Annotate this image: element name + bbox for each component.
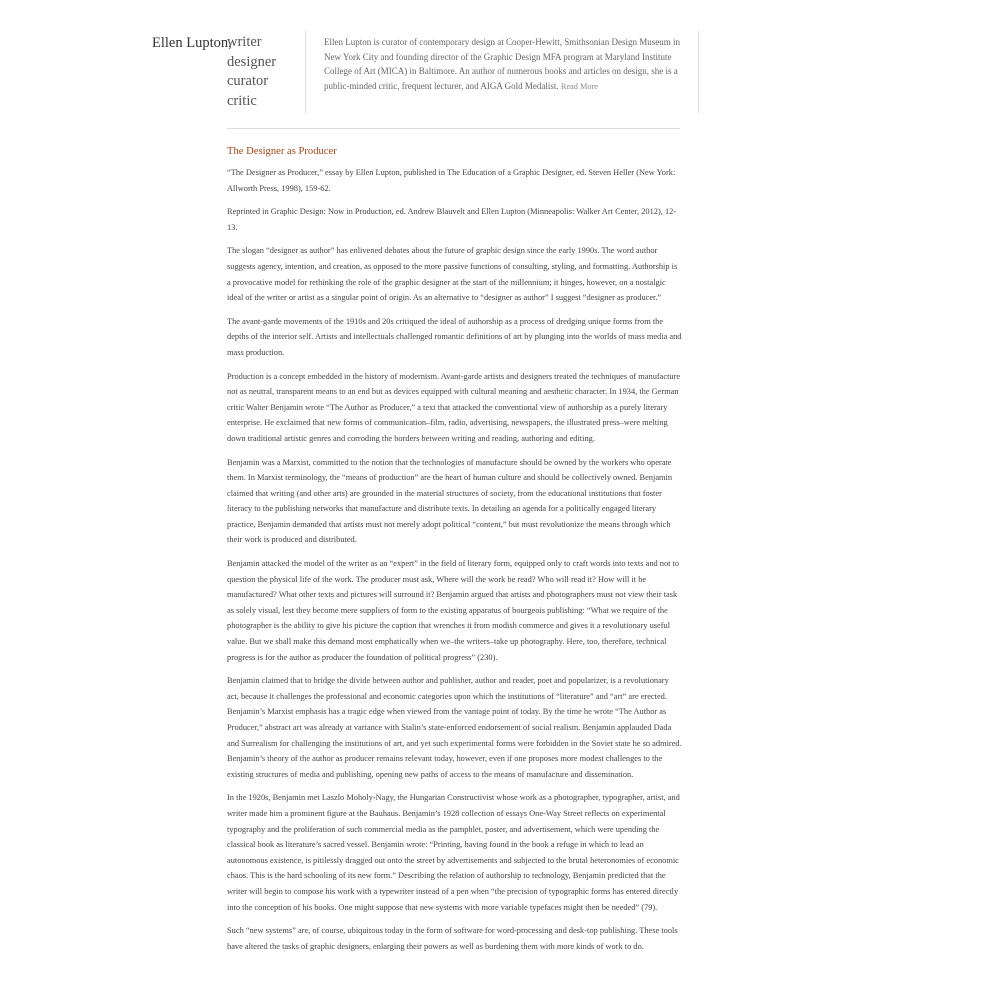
article-paragraph-10: Such “new systems” are, of course, ubiquitous today in the form of software for word-processing and desk-top publishing. These tools have altered the tasks of graphic designers, enlarging their powers as well as burdening them with more kinds of work to do. [227,926,678,951]
article-paragraph-6: Benjamin was a Marxist, committed to the notion that the technologies of manufacture should be owned by the workers who operate them. In Marxist terminology, the “means of production” are the heart of human culture and should be collectively owned. Benjamin claimed that writing (and other arts) are grounded in the material structures of society, from the educational institutions that foster literacy to the publishing networks that manufacture and distribute texts. In detailing an agenda for a politically engaged literary practice, Benjamin demanded that artists must not merely adopt political “content,” but must revolutionize the means through which their work is produced and distributed. [227,457,673,545]
article-paragraph-2: Reprinted in Graphic Design: Now in Production, ed. Andrew Blauvelt and Ellen Lupton (Minneapolis: Walker Art Center, 2012), 12-13. [227,207,677,232]
bio-text: Ellen Lupton is curator of contemporary design at Cooper-Hewitt, Smithsonian Design Museum in New York City and founding director of the Graphic Design MFA program at Maryland Institute College of Art (MICA) in Baltimore. An author of numerous books and articles on design, she is a public-minded critic, frequent lecturer, and AIGA Gold Medalist. [324,37,681,92]
role-curator: curator [227,73,269,89]
site-name-link[interactable]: Ellen Lupton, [152,35,232,51]
article-paragraph-8: Benjamin claimed that to bridge the divide between author and publisher, author and reader, poet and popularizer, is a revolutionary act, because it challenges the professional and economic categories upon which the institutions of “literature” and “art” are erected. Benjamin’s Marxist emphasis has a tragic edge when viewed from the vantage point of today. By the time he wrote “The Author as Producer,” abstract art was already at variance with Stalin’s state-enforced endorsement of social realism. Benjamin applauded Dada and Surrealism for challenging the institutions of art, and yet such experimental forms were forbidden in the Soviet state he so admired. Benjamin’s theory of the author as producer remains relevant today, however, even if one proposes more modest challenges to the existing structures of media and publishing, opening new paths of access to the means of manufacture and dissemination. [227,676,682,779]
role-critic: critic [227,92,257,109]
role-designer: designer [227,53,277,70]
header-divider [227,128,680,129]
article-title: The Designer as Producer [227,146,337,157]
roles-list [227,33,276,111]
bio-box [305,31,699,113]
article-paragraph-4: The avant-garde movements of the 1910s and 20s critiqued the ideal of authorship as a process of dredging unique forms from the depths of the interior self. Artists and intellectuals challenged romantic definitions of art by plunging into the worlds of mass media and mass production. [227,316,682,357]
article-paragraph-1: “The Designer as Producer,” essay by Ellen Lupton, published in The Education of a Graphic Designer, ed. Steven Heller (New York: Allworth Press, 1998), 159-62. [227,168,676,193]
article-paragraph-7: Benjamin attacked the model of the writer as an “expert” in the field of literary form, equipped only to craft words into texts and not to question the physical life of the work. The producer must ask, Where will the work be read? Who will read it? How will it be manufactured? What other texts and pictures will surround it? Benjamin argued that artists and photographers must not view their task as solely visual, lest they become mere suppliers of form to the existing apparatus of bourgeois publishing: “What we require of the photographer is the ability to give his picture the caption that wrenches it from modish commerce and gives it a revolutionary useful value. But we shall make this demand most emphatically when we–the writers–take up photography. Here, too, therefore, technical progress is for the author as producer the foundation of political progress” (230). [227,559,680,662]
article [227,145,682,962]
role-writer: writer [227,34,262,50]
article-paragraph-9: In the 1920s, Benjamin met Laszlo Moholy-Nagy, the Hungarian Constructivist whose work as a photographer, typographer, artist, and writer made him a prominent figure at the Bauhaus. Benjamin’s 1928 collection of essays One-Way Street reflects on experimental typography and the proliferation of such commercial media as the pamphlet, poster, and advertisement, which were upending the classical book as literature’s sacred vessel. Benjamin wrote: “Printing, having found in the book a refuge in which to lead an autonomous existence, is pitilessly dragged out onto the street by advertisements and subjected to the brutal heteronomies of economic chaos. This is the hard schooling of its new form.” Describing the relation of authorship to technology, Benjamin predicted that the writer will begin to compose his work with a typewriter instead of a pen when “the precision of typographic forms has entered directly into the conception of his books. One might suppose that new systems with more variable typefaces might then be needed” (79). [227,793,680,912]
read-more-link[interactable]: Read More [560,82,598,92]
article-paragraph-5: Production is a concept embedded in the history of modernism. Avant-garde artists and designers treated the techniques of manufacture not as neutral, transparent means to an end but as devices equipped with cultural meaning and aesthetic character. In 1934, the German critic Walter Benjamin wrote “The Author as Producer,” a text that attacked the conventional view of authorship as a purely literary enterprise. He exclaimed that new forms of communication–film, radio, advertising, newspapers, the illustrated press–were melting down traditional artistic genres and corroding the borders between writing and reading, authoring and editing. [227,371,681,443]
article-paragraph-3: The slogan “designer as author” has enlivened debates about the future of graphic design since the early 1990s. The word author suggests agency, intention, and creation, as opposed to the more passive functions of consulting, styling, and formatting. Authorship is a provocative model for rethinking the role of the graphic designer at the start of the millennium; it hinges, however, on a nostalgic ideal of the writer or artist as a singular point of origin. As an alternative to “designer as author” I suggest “designer as producer.” [227,246,678,303]
